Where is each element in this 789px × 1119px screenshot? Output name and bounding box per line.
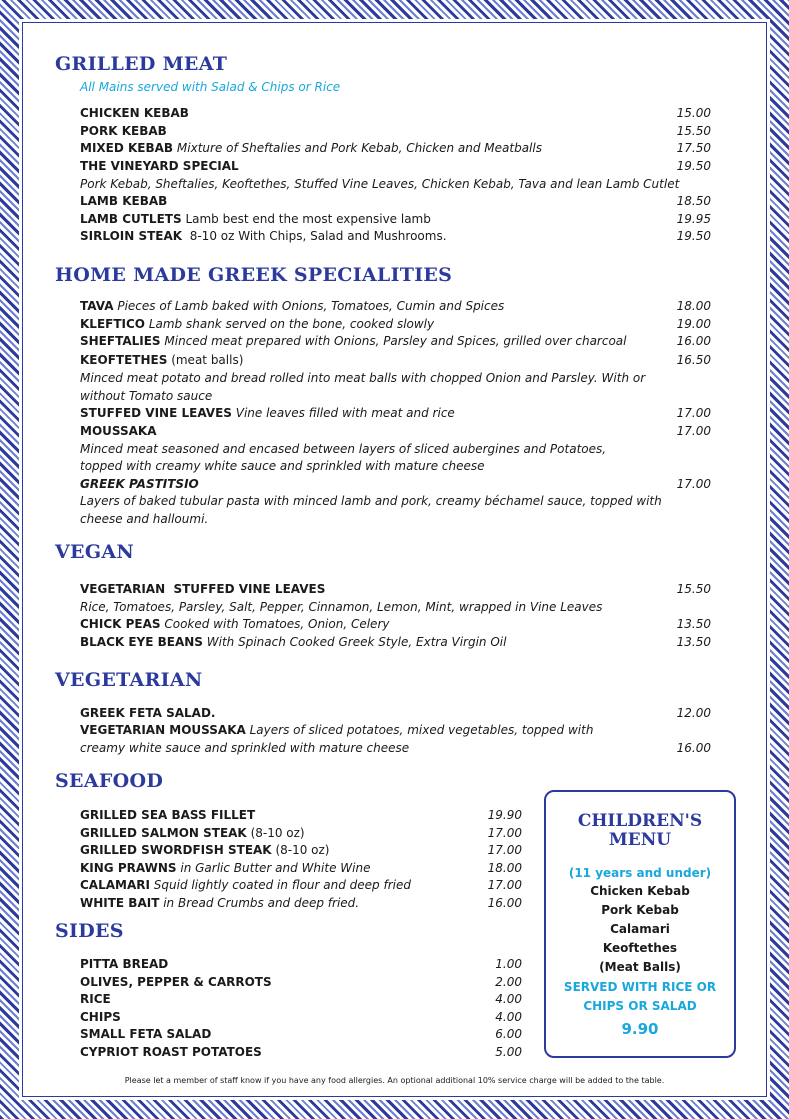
item-name: OLIVES, PEPPER & CARROTS [80, 975, 272, 989]
item-description: creamy white sauce and sprinkled with mature cheese [80, 741, 410, 755]
item-price: 18.00 [676, 299, 711, 313]
menu-item [80, 193, 711, 210]
item-description: Layers of baked tubular pasta with minced lamb and pork, creamy béchamel sauce, topped with [80, 494, 662, 508]
item-description: in Garlic Butter and White Wine [180, 861, 371, 875]
childrens-item: Calamari [610, 922, 670, 936]
item-description: (8-10 oz) [275, 843, 330, 857]
item-price: 19.50 [676, 159, 711, 173]
item-price: 12.00 [676, 706, 711, 720]
item-price: 13.50 [676, 635, 711, 649]
item-description: Layers of sliced potatoes, mixed vegetables, topped with [249, 723, 594, 737]
item-description: 8-10 oz With Chips, Salad and Mushrooms. [189, 229, 447, 243]
item-name: KING PRAWNS [80, 861, 177, 875]
menu-item [80, 842, 522, 859]
menu-item [80, 123, 711, 140]
menu-item [80, 705, 711, 722]
item-name: WHITE BAIT [80, 896, 160, 910]
item-name: PITTA BREAD [80, 957, 169, 971]
item-price: 19.00 [676, 317, 711, 331]
item-description: cheese and halloumi. [80, 512, 209, 526]
item-price: 17.00 [676, 477, 711, 491]
item-description: Rice, Tomatoes, Parsley, Salt, Pepper, Cinnamon, Lemon, Mint, wrapped in Vine Leaves [80, 600, 603, 614]
item-price: 19.95 [676, 212, 711, 226]
item-price: 5.00 [495, 1045, 522, 1059]
item-name: MIXED KEBAB [80, 141, 174, 155]
item-price: 15.50 [676, 582, 711, 596]
item-price: 17.00 [676, 424, 711, 438]
section-title-grilled-meat: GRILLED MEAT [55, 53, 228, 75]
menu-item [80, 105, 711, 122]
item-name: VEGETARIAN STUFFED VINE LEAVES [80, 582, 326, 596]
item-name: GRILLED SWORDFISH STEAK [80, 843, 272, 857]
item-name: KLEFTICO [80, 317, 145, 331]
menu-item [80, 1009, 522, 1026]
menu-item [80, 140, 711, 157]
menu-item [80, 423, 711, 440]
item-description: without Tomato sauce [80, 389, 213, 403]
childrens-item: Chicken Kebab [590, 884, 690, 898]
item-name: GREEK FETA SALAD. [80, 706, 216, 720]
item-name: CYPRIOT ROAST POTATOES [80, 1045, 262, 1059]
item-description: With Spinach Cooked Greek Style, Extra Virgin Oil [206, 635, 507, 649]
section-title-seafood: SEAFOOD [55, 770, 164, 792]
item-price: 19.90 [487, 808, 522, 822]
item-price: 15.00 [676, 106, 711, 120]
item-name: SMALL FETA SALAD [80, 1027, 212, 1041]
item-name: KEOFTETHES [80, 353, 168, 367]
item-name: GREEK PASTITSIO [80, 477, 199, 491]
item-price: 17.00 [487, 878, 522, 892]
section-subtitle-grilled-meat: All Mains served with Salad & Chips or Rice [80, 80, 341, 94]
menu-item [80, 825, 522, 842]
item-price: 4.00 [495, 992, 522, 1006]
item-description: Vine leaves filled with meat and rice [235, 406, 455, 420]
item-price: 16.50 [676, 353, 711, 367]
item-name: MOUSSAKA [80, 424, 157, 438]
childrens-served-note: SERVED WITH RICE OR [563, 980, 717, 994]
item-price: 16.00 [676, 334, 711, 348]
item-description: Pieces of Lamb baked with Onions, Tomatoes, Cumin and Spices [117, 299, 505, 313]
menu-item [80, 634, 711, 651]
menu-item [80, 807, 522, 824]
item-name: BLACK EYE BEANS [80, 635, 203, 649]
item-description: Lamb best end the most expensive lamb [185, 212, 431, 226]
item-name: THE VINEYARD SPECIAL [80, 159, 239, 173]
item-price: 1.00 [495, 957, 522, 971]
menu-item [80, 352, 711, 369]
childrens-age-note: (11 years and under) [568, 866, 712, 880]
item-description: Pork Kebab, Sheftalies, Keoftethes, Stuffed Vine Leaves, Chicken Kebab, Tava and lean Lamb Cutlet [80, 177, 680, 191]
item-price: 4.00 [495, 1010, 522, 1024]
menu-item [80, 405, 711, 422]
item-description: in Bread Crumbs and deep fried. [163, 896, 360, 910]
item-price: 16.00 [487, 896, 522, 910]
item-name: PORK KEBAB [80, 124, 167, 138]
section-title-vegetarian: VEGETARIAN [55, 669, 203, 691]
childrens-item: Pork Kebab [601, 903, 679, 917]
section-title-greek-specialities: HOME MADE GREEK SPECIALITIES [55, 264, 453, 286]
menu-item [80, 877, 522, 894]
item-name: CHICK PEAS [80, 617, 161, 631]
menu-item [80, 740, 711, 757]
item-price: 17.00 [676, 406, 711, 420]
item-price: 6.00 [495, 1027, 522, 1041]
menu-item [80, 956, 522, 973]
item-name: SIRLOIN STEAK [80, 229, 183, 243]
menu-item [80, 228, 711, 245]
menu-item [80, 991, 522, 1008]
item-name: CHIPS [80, 1010, 121, 1024]
menu-item [80, 581, 711, 598]
item-price: 2.00 [495, 975, 522, 989]
item-name: GRILLED SALMON STEAK [80, 826, 247, 840]
item-name: SHEFTALIES [80, 334, 161, 348]
menu-item [80, 895, 522, 912]
childrens-item: (Meat Balls) [599, 960, 681, 974]
menu-item [80, 158, 711, 175]
childrens-menu-box [544, 790, 736, 1058]
menu-item [80, 1026, 522, 1043]
item-price: 19.50 [676, 229, 711, 243]
item-price: 16.00 [676, 741, 711, 755]
menu-item [80, 316, 711, 333]
item-description: Minced meat potato and bread rolled into meat balls with chopped Onion and Parsley. With or [80, 371, 646, 385]
item-name: LAMB CUTLETS [80, 212, 182, 226]
item-description: Cooked with Tomatoes, Onion, Celery [164, 617, 390, 631]
section-title-sides: SIDES [55, 920, 124, 942]
item-price: 15.50 [676, 124, 711, 138]
item-description: Mixture of Sheftalies and Pork Kebab, Chicken and Meatballs [176, 141, 542, 155]
menu-item [80, 211, 711, 228]
item-name: CALAMARI [80, 878, 150, 892]
item-name: TAVA [80, 299, 114, 313]
menu-item [80, 974, 522, 991]
item-description: topped with creamy white sauce and sprinkled with mature cheese [80, 459, 485, 473]
item-name: CHICKEN KEBAB [80, 106, 189, 120]
item-price: 17.50 [676, 141, 711, 155]
allergy-footer-note: Please let a member of staff know if you have any food allergies. An optional additional 10% service charge will be added to the table. [124, 1076, 665, 1085]
item-name: GRILLED SEA BASS FILLET [80, 808, 256, 822]
item-description: (8-10 oz) [250, 826, 305, 840]
menu-item [80, 860, 522, 877]
item-description: Minced meat seasoned and encased between layers of sliced aubergines and Potatoes, [80, 442, 607, 456]
item-price: 17.00 [487, 843, 522, 857]
childrens-menu-title [546, 812, 734, 850]
item-price: 17.00 [487, 826, 522, 840]
item-name: LAMB KEBAB [80, 194, 168, 208]
menu-item [80, 1044, 522, 1061]
childrens-served-note: CHIPS OR SALAD [583, 999, 697, 1013]
item-name: RICE [80, 992, 111, 1006]
item-description: Lamb shank served on the bone, cooked slowly [148, 317, 435, 331]
menu-item [80, 616, 711, 633]
section-title-vegan: VEGAN [55, 541, 135, 563]
childrens-menu-title-line: MENU [608, 830, 672, 850]
childrens-price: 9.90 [621, 1020, 659, 1038]
item-description: Minced meat prepared with Onions, Parsley and Spices, grilled over charcoal [164, 334, 627, 348]
item-price: 13.50 [676, 617, 711, 631]
menu-item [80, 298, 711, 315]
menu-item [80, 333, 711, 350]
item-price: 18.50 [676, 194, 711, 208]
item-name: VEGETARIAN MOUSSAKA [80, 723, 246, 737]
menu-item [80, 722, 711, 739]
menu-item [80, 476, 711, 493]
childrens-menu-title-line: CHILDREN'S [577, 811, 703, 831]
item-description: (meat balls) [171, 353, 244, 367]
item-price: 18.00 [487, 861, 522, 875]
childrens-item: Keoftethes [602, 941, 678, 955]
item-description: Squid lightly coated in flour and deep fried [153, 878, 411, 892]
item-name: STUFFED VINE LEAVES [80, 406, 232, 420]
